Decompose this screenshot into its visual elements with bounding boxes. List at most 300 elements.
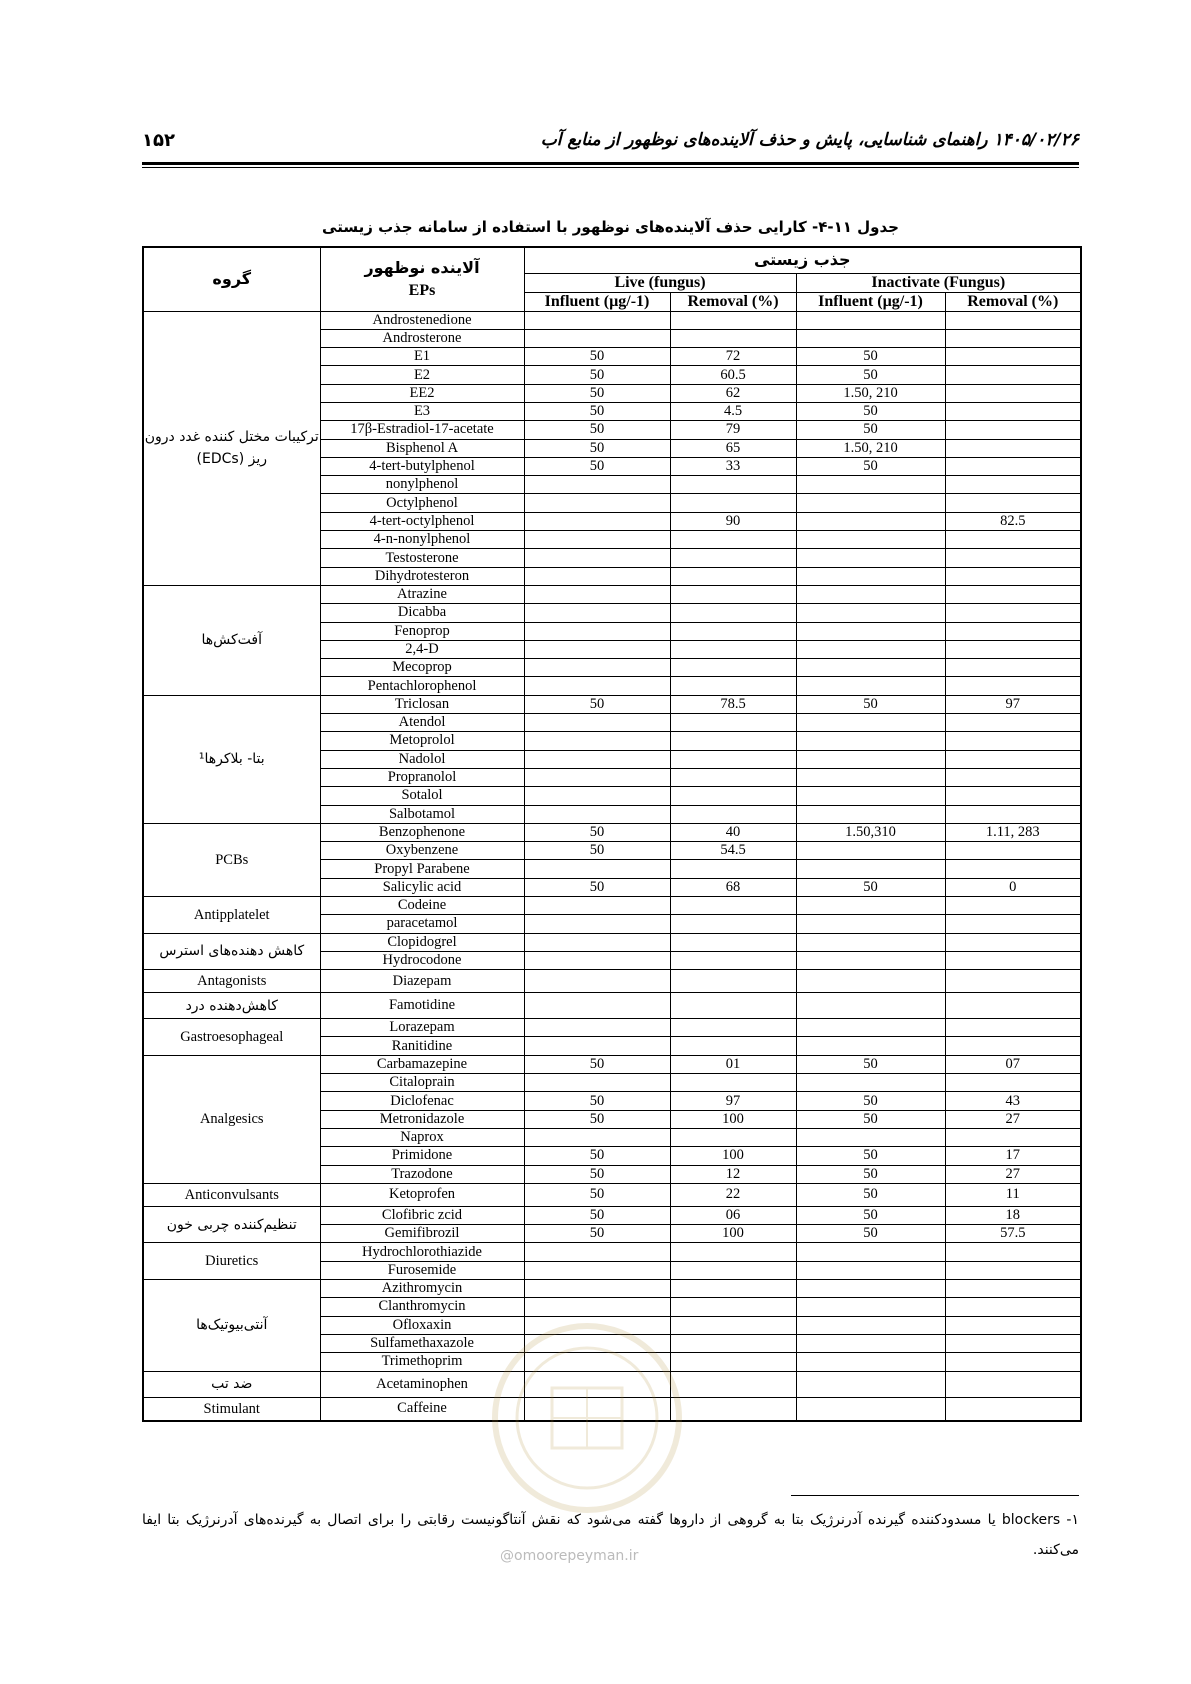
influent-inactive-cell bbox=[796, 512, 945, 530]
influent-inactive-cell bbox=[796, 329, 945, 347]
removal-inactive-cell: 27 bbox=[945, 1165, 1081, 1183]
influent-inactive-cell bbox=[796, 1371, 945, 1397]
group-cell: ضد تب bbox=[143, 1371, 320, 1397]
influent-live-cell: 50 bbox=[524, 878, 670, 896]
influent-inactive-cell bbox=[796, 1128, 945, 1146]
ep-name-cell: Fenoprop bbox=[320, 622, 524, 640]
influent-live-cell bbox=[524, 677, 670, 695]
removal-live-cell: 100 bbox=[670, 1225, 796, 1243]
removal-live-cell bbox=[670, 714, 796, 732]
influent-live-cell: 50 bbox=[524, 348, 670, 366]
ep-name-cell: Clofibric zcid bbox=[320, 1206, 524, 1224]
removal-inactive-cell bbox=[945, 1298, 1081, 1316]
removal-inactive-cell bbox=[945, 1128, 1081, 1146]
removal-live-cell: 60.5 bbox=[670, 366, 796, 384]
removal-inactive-cell bbox=[945, 402, 1081, 420]
influent-inactive-cell: 50 bbox=[796, 695, 945, 713]
influent-inactive-cell: 50 bbox=[796, 1183, 945, 1206]
removal-inactive-cell bbox=[945, 1280, 1081, 1298]
influent-inactive-cell bbox=[796, 311, 945, 329]
ep-name-cell: Sulfamethaxazole bbox=[320, 1334, 524, 1352]
table-row bbox=[143, 1055, 1081, 1073]
header-ep: آلاینده نوظهور EPs bbox=[320, 247, 524, 311]
influent-live-cell: 50 bbox=[524, 1183, 670, 1206]
removal-live-cell: 4.5 bbox=[670, 402, 796, 420]
ep-name-cell: Naprox bbox=[320, 1128, 524, 1146]
removal-live-cell bbox=[670, 604, 796, 622]
influent-inactive-cell: 1.50,310 bbox=[796, 823, 945, 841]
removal-inactive-cell bbox=[945, 677, 1081, 695]
removal-inactive-cell bbox=[945, 933, 1081, 951]
influent-inactive-cell bbox=[796, 951, 945, 969]
removal-inactive-cell bbox=[945, 1316, 1081, 1334]
removal-inactive-cell bbox=[945, 457, 1081, 475]
influent-inactive-cell: 50 bbox=[796, 1092, 945, 1110]
removal-live-cell bbox=[670, 1019, 796, 1037]
ep-name-cell: Famotidine bbox=[320, 993, 524, 1019]
influent-inactive-cell: 50 bbox=[796, 421, 945, 439]
removal-live-cell bbox=[670, 768, 796, 786]
influent-inactive-cell bbox=[796, 787, 945, 805]
group-cell: Gastroesophageal bbox=[143, 1019, 320, 1056]
removal-inactive-cell: 82.5 bbox=[945, 512, 1081, 530]
removal-live-cell: 90 bbox=[670, 512, 796, 530]
removal-inactive-cell: 97 bbox=[945, 695, 1081, 713]
group-cell: آفت‌کش‌ها bbox=[143, 585, 320, 695]
ep-name-cell: Diazepam bbox=[320, 970, 524, 993]
removal-live-cell: 33 bbox=[670, 457, 796, 475]
influent-live-cell bbox=[524, 732, 670, 750]
influent-live-cell: 50 bbox=[524, 439, 670, 457]
ep-name-cell: Clanthromycin bbox=[320, 1298, 524, 1316]
group-cell: Analgesics bbox=[143, 1055, 320, 1183]
removal-live-cell bbox=[670, 750, 796, 768]
removal-inactive-cell bbox=[945, 915, 1081, 933]
removal-live-cell: 54.5 bbox=[670, 842, 796, 860]
table-row bbox=[143, 695, 1081, 713]
influent-live-cell bbox=[524, 1037, 670, 1055]
removal-live-cell bbox=[670, 805, 796, 823]
ep-name-cell: Primidone bbox=[320, 1147, 524, 1165]
group-cell: ترکیبات مختل کننده غدد درون ریز (EDCs) bbox=[143, 311, 320, 585]
removal-live-cell: 22 bbox=[670, 1183, 796, 1206]
removal-inactive-cell bbox=[945, 585, 1081, 603]
removal-live-cell bbox=[670, 787, 796, 805]
influent-inactive-cell bbox=[796, 970, 945, 993]
table-row bbox=[143, 993, 1081, 1019]
influent-live-cell bbox=[524, 494, 670, 512]
influent-inactive-cell bbox=[796, 842, 945, 860]
influent-live-cell bbox=[524, 897, 670, 915]
removal-inactive-cell bbox=[945, 993, 1081, 1019]
removal-live-cell bbox=[670, 677, 796, 695]
influent-inactive-cell bbox=[796, 915, 945, 933]
ep-name-cell: Lorazepam bbox=[320, 1019, 524, 1037]
ep-name-cell: Carbamazepine bbox=[320, 1055, 524, 1073]
influent-live-cell bbox=[524, 1298, 670, 1316]
influent-live-cell: 50 bbox=[524, 384, 670, 402]
influent-live-cell: 50 bbox=[524, 421, 670, 439]
influent-inactive-cell: 50 bbox=[796, 402, 945, 420]
ep-name-cell: Salicylic acid bbox=[320, 878, 524, 896]
ep-name-cell: Dicabba bbox=[320, 604, 524, 622]
watermark-seal-logo bbox=[482, 1318, 692, 1518]
table-row bbox=[143, 1243, 1081, 1261]
removal-inactive-cell bbox=[945, 897, 1081, 915]
influent-inactive-cell bbox=[796, 1019, 945, 1037]
influent-inactive-cell bbox=[796, 1261, 945, 1279]
removal-inactive-cell bbox=[945, 768, 1081, 786]
influent-live-cell: 50 bbox=[524, 823, 670, 841]
removal-inactive-cell bbox=[945, 567, 1081, 585]
influent-live-cell: 50 bbox=[524, 1147, 670, 1165]
group-cell: کاهش دهنده‌های استرس bbox=[143, 933, 320, 970]
removal-live-cell bbox=[670, 915, 796, 933]
influent-live-cell bbox=[524, 768, 670, 786]
influent-inactive-cell bbox=[796, 933, 945, 951]
ep-name-cell: EE2 bbox=[320, 384, 524, 402]
removal-inactive-cell bbox=[945, 1019, 1081, 1037]
removal-inactive-cell bbox=[945, 1334, 1081, 1352]
influent-live-cell bbox=[524, 970, 670, 993]
removal-live-cell bbox=[670, 1298, 796, 1316]
table-caption: جدول ۱۱-۴- کارایی حذف آلاینده‌های نوظهور با استفاده از سامانه جذب زیستی bbox=[322, 218, 899, 236]
ep-name-cell: Pentachlorophenol bbox=[320, 677, 524, 695]
removal-live-cell: 01 bbox=[670, 1055, 796, 1073]
table-row bbox=[143, 1019, 1081, 1037]
removal-inactive-cell bbox=[945, 1353, 1081, 1371]
influent-inactive-cell bbox=[796, 860, 945, 878]
influent-live-cell bbox=[524, 512, 670, 530]
removal-inactive-cell bbox=[945, 366, 1081, 384]
influent-inactive-cell bbox=[796, 1316, 945, 1334]
header-removal-inactive: Removal (%) bbox=[945, 292, 1081, 311]
ep-name-cell: E3 bbox=[320, 402, 524, 420]
group-cell: بتا- بلاکرها¹ bbox=[143, 695, 320, 823]
removal-inactive-cell bbox=[945, 604, 1081, 622]
influent-inactive-cell bbox=[796, 1280, 945, 1298]
removal-inactive-cell bbox=[945, 1243, 1081, 1261]
removal-live-cell bbox=[670, 1261, 796, 1279]
table-row bbox=[143, 1183, 1081, 1206]
removal-live-cell bbox=[670, 951, 796, 969]
influent-inactive-cell bbox=[796, 1353, 945, 1371]
removal-live-cell bbox=[670, 329, 796, 347]
removal-inactive-cell bbox=[945, 842, 1081, 860]
removal-inactive-cell bbox=[945, 1074, 1081, 1092]
removal-live-cell bbox=[670, 567, 796, 585]
removal-live-cell bbox=[670, 1128, 796, 1146]
influent-inactive-cell bbox=[796, 604, 945, 622]
influent-inactive-cell bbox=[796, 768, 945, 786]
influent-live-cell bbox=[524, 549, 670, 567]
removal-inactive-cell bbox=[945, 622, 1081, 640]
influent-inactive-cell bbox=[796, 585, 945, 603]
group-cell: Stimulant bbox=[143, 1397, 320, 1421]
influent-live-cell bbox=[524, 585, 670, 603]
influent-live-cell bbox=[524, 714, 670, 732]
removal-live-cell bbox=[670, 860, 796, 878]
removal-inactive-cell bbox=[945, 476, 1081, 494]
removal-inactive-cell: 43 bbox=[945, 1092, 1081, 1110]
influent-inactive-cell bbox=[796, 732, 945, 750]
removal-inactive-cell bbox=[945, 1397, 1081, 1421]
group-cell: Diuretics bbox=[143, 1243, 320, 1280]
influent-inactive-cell: 50 bbox=[796, 1055, 945, 1073]
removal-live-cell bbox=[670, 1037, 796, 1055]
table-row bbox=[143, 823, 1081, 841]
running-title: ۱۴۰۵/۰۲/۲۶ راهنمای شناسایی، پایش و حذف آلاینده‌های نوظهور از منابع آب bbox=[540, 130, 1079, 150]
influent-inactive-cell bbox=[796, 805, 945, 823]
influent-live-cell bbox=[524, 750, 670, 768]
influent-live-cell bbox=[524, 640, 670, 658]
ep-name-cell: Codeine bbox=[320, 897, 524, 915]
removal-live-cell bbox=[670, 494, 796, 512]
ep-name-cell: Testosterone bbox=[320, 549, 524, 567]
influent-live-cell bbox=[524, 567, 670, 585]
header-live: Live (fungus) bbox=[524, 273, 796, 292]
removal-live-cell bbox=[670, 970, 796, 993]
influent-inactive-cell bbox=[796, 531, 945, 549]
table-row bbox=[143, 585, 1081, 603]
header-removal-live: Removal (%) bbox=[670, 292, 796, 311]
influent-inactive-cell bbox=[796, 549, 945, 567]
ep-name-cell: Trimethoprim bbox=[320, 1353, 524, 1371]
header-inactive: Inactivate (Fungus) bbox=[796, 273, 1081, 292]
group-cell: تنظیم‌کننده چربی خون bbox=[143, 1206, 320, 1243]
ep-name-cell: 4-tert-butylphenol bbox=[320, 457, 524, 475]
removal-inactive-cell bbox=[945, 549, 1081, 567]
ep-name-cell: Salbotamol bbox=[320, 805, 524, 823]
ep-name-cell: Androstenedione bbox=[320, 311, 524, 329]
ep-name-cell: Metoprolol bbox=[320, 732, 524, 750]
influent-inactive-cell: 50 bbox=[796, 366, 945, 384]
removal-inactive-cell bbox=[945, 750, 1081, 768]
ep-name-cell: 17β-Estradiol-17-acetate bbox=[320, 421, 524, 439]
influent-live-cell: 50 bbox=[524, 457, 670, 475]
influent-inactive-cell: 50 bbox=[796, 1147, 945, 1165]
ep-name-cell: 4-n-nonylphenol bbox=[320, 531, 524, 549]
removal-inactive-cell bbox=[945, 494, 1081, 512]
ep-name-cell: Triclosan bbox=[320, 695, 524, 713]
removal-live-cell: 79 bbox=[670, 421, 796, 439]
influent-inactive-cell bbox=[796, 622, 945, 640]
ep-name-cell: Nadolol bbox=[320, 750, 524, 768]
table-row bbox=[143, 1280, 1081, 1298]
influent-live-cell bbox=[524, 805, 670, 823]
influent-inactive-cell: 50 bbox=[796, 1165, 945, 1183]
influent-live-cell bbox=[524, 1074, 670, 1092]
footnote-rule bbox=[791, 1495, 1079, 1496]
ep-name-cell: Atrazine bbox=[320, 585, 524, 603]
watermark-text: @omoorepeyman.ir bbox=[500, 1548, 639, 1564]
influent-live-cell bbox=[524, 1261, 670, 1279]
influent-live-cell bbox=[524, 622, 670, 640]
removal-inactive-cell: 57.5 bbox=[945, 1225, 1081, 1243]
removal-inactive-cell bbox=[945, 659, 1081, 677]
influent-inactive-cell: 1.50, 210 bbox=[796, 384, 945, 402]
influent-inactive-cell: 50 bbox=[796, 1206, 945, 1224]
removal-live-cell bbox=[670, 933, 796, 951]
footnote: ۱- blockers یا مسدودکننده گیرنده آدرنرژیک بتا به گروهی از داروها گفته می‌شود که نقش آنتاگونیست رقابتی را برای اتصال به گیرنده‌های آدرنرژیک بتا ایفا می‌کنند. bbox=[142, 1512, 1079, 1558]
ep-name-cell: Gemifibrozil bbox=[320, 1225, 524, 1243]
removal-inactive-cell: 18 bbox=[945, 1206, 1081, 1224]
header-influent-live: Influent (µg/-1) bbox=[524, 292, 670, 311]
removal-inactive-cell bbox=[945, 421, 1081, 439]
influent-inactive-cell bbox=[796, 494, 945, 512]
removal-live-cell bbox=[670, 659, 796, 677]
influent-inactive-cell: 50 bbox=[796, 1110, 945, 1128]
removal-inactive-cell bbox=[945, 384, 1081, 402]
influent-live-cell bbox=[524, 933, 670, 951]
ep-name-cell: Androsterone bbox=[320, 329, 524, 347]
removal-live-cell bbox=[670, 1074, 796, 1092]
influent-live-cell: 50 bbox=[524, 1225, 670, 1243]
header-influent-inactive: Influent (µg/-1) bbox=[796, 292, 945, 311]
ep-name-cell: Hydrochlorothiazide bbox=[320, 1243, 524, 1261]
influent-inactive-cell: 50 bbox=[796, 348, 945, 366]
ep-name-cell: Acetaminophen bbox=[320, 1371, 524, 1397]
influent-inactive-cell bbox=[796, 750, 945, 768]
removal-inactive-cell: 17 bbox=[945, 1147, 1081, 1165]
influent-live-cell bbox=[524, 476, 670, 494]
influent-live-cell bbox=[524, 860, 670, 878]
removal-live-cell bbox=[670, 640, 796, 658]
ep-name-cell: Trazodone bbox=[320, 1165, 524, 1183]
ep-name-cell: Azithromycin bbox=[320, 1280, 524, 1298]
table-row bbox=[143, 1206, 1081, 1224]
removal-live-cell: 100 bbox=[670, 1147, 796, 1165]
removal-live-cell bbox=[670, 1243, 796, 1261]
removal-efficiency-table bbox=[142, 246, 1082, 1422]
influent-inactive-cell bbox=[796, 1074, 945, 1092]
ep-name-cell: Atendol bbox=[320, 714, 524, 732]
influent-inactive-cell bbox=[796, 659, 945, 677]
group-cell: Antagonists bbox=[143, 970, 320, 993]
influent-live-cell: 50 bbox=[524, 1206, 670, 1224]
header-bio: جذب زیستی bbox=[524, 247, 1081, 273]
removal-inactive-cell bbox=[945, 714, 1081, 732]
removal-inactive-cell: 27 bbox=[945, 1110, 1081, 1128]
header-rule-thick bbox=[142, 162, 1079, 165]
table-row bbox=[143, 311, 1081, 329]
removal-inactive-cell: 0 bbox=[945, 878, 1081, 896]
removal-live-cell: 97 bbox=[670, 1092, 796, 1110]
ep-name-cell: Propyl Parabene bbox=[320, 860, 524, 878]
influent-live-cell: 50 bbox=[524, 1092, 670, 1110]
influent-live-cell bbox=[524, 659, 670, 677]
influent-live-cell: 50 bbox=[524, 1110, 670, 1128]
ep-name-cell: Metronidazole bbox=[320, 1110, 524, 1128]
ep-name-cell: Dihydrotesteron bbox=[320, 567, 524, 585]
influent-live-cell bbox=[524, 1128, 670, 1146]
ep-name-cell: Bisphenol A bbox=[320, 439, 524, 457]
influent-inactive-cell: 50 bbox=[796, 1225, 945, 1243]
ep-name-cell: Sotalol bbox=[320, 787, 524, 805]
removal-live-cell: 06 bbox=[670, 1206, 796, 1224]
removal-inactive-cell bbox=[945, 439, 1081, 457]
influent-inactive-cell bbox=[796, 1298, 945, 1316]
influent-inactive-cell bbox=[796, 677, 945, 695]
influent-live-cell: 50 bbox=[524, 366, 670, 384]
influent-inactive-cell bbox=[796, 897, 945, 915]
influent-inactive-cell: 50 bbox=[796, 457, 945, 475]
table-row bbox=[143, 970, 1081, 993]
removal-live-cell: 78.5 bbox=[670, 695, 796, 713]
removal-live-cell bbox=[670, 1280, 796, 1298]
influent-live-cell: 50 bbox=[524, 1165, 670, 1183]
influent-live-cell bbox=[524, 993, 670, 1019]
removal-live-cell bbox=[670, 622, 796, 640]
ep-name-cell: Ketoprofen bbox=[320, 1183, 524, 1206]
influent-live-cell: 50 bbox=[524, 842, 670, 860]
influent-inactive-cell bbox=[796, 993, 945, 1019]
influent-live-cell bbox=[524, 915, 670, 933]
removal-live-cell bbox=[670, 476, 796, 494]
ep-name-cell: paracetamol bbox=[320, 915, 524, 933]
ep-name-cell: Oxybenzene bbox=[320, 842, 524, 860]
influent-inactive-cell: 50 bbox=[796, 878, 945, 896]
page-number: ۱۵۲ bbox=[142, 130, 175, 151]
removal-inactive-cell: 1.11, 283 bbox=[945, 823, 1081, 841]
influent-inactive-cell bbox=[796, 1037, 945, 1055]
removal-inactive-cell bbox=[945, 860, 1081, 878]
ep-name-cell: Propranolol bbox=[320, 768, 524, 786]
ep-name-cell: Diclofenac bbox=[320, 1092, 524, 1110]
removal-inactive-cell bbox=[945, 1261, 1081, 1279]
group-cell: PCBs bbox=[143, 823, 320, 896]
removal-live-cell bbox=[670, 732, 796, 750]
ep-name-cell: Furosemide bbox=[320, 1261, 524, 1279]
header-group: گروه bbox=[143, 247, 320, 311]
removal-live-cell: 68 bbox=[670, 878, 796, 896]
influent-live-cell bbox=[524, 531, 670, 549]
removal-inactive-cell bbox=[945, 805, 1081, 823]
ep-name-cell: Citaloprain bbox=[320, 1074, 524, 1092]
page-header bbox=[142, 130, 1079, 160]
removal-inactive-cell: 11 bbox=[945, 1183, 1081, 1206]
influent-inactive-cell bbox=[796, 476, 945, 494]
removal-inactive-cell: 07 bbox=[945, 1055, 1081, 1073]
removal-live-cell: 72 bbox=[670, 348, 796, 366]
ep-name-cell: Clopidogrel bbox=[320, 933, 524, 951]
influent-inactive-cell bbox=[796, 714, 945, 732]
removal-inactive-cell bbox=[945, 970, 1081, 993]
removal-live-cell bbox=[670, 549, 796, 567]
influent-inactive-cell: 1.50, 210 bbox=[796, 439, 945, 457]
removal-live-cell: 100 bbox=[670, 1110, 796, 1128]
ep-name-cell: Octylphenol bbox=[320, 494, 524, 512]
ep-name-cell: Ofloxaxin bbox=[320, 1316, 524, 1334]
ep-name-cell: Mecoprop bbox=[320, 659, 524, 677]
removal-live-cell: 65 bbox=[670, 439, 796, 457]
removal-live-cell: 62 bbox=[670, 384, 796, 402]
ep-name-cell: 4-tert-octylphenol bbox=[320, 512, 524, 530]
removal-live-cell bbox=[670, 311, 796, 329]
ep-name-cell: 2,4-D bbox=[320, 640, 524, 658]
influent-live-cell bbox=[524, 311, 670, 329]
ep-name-cell: Hydrocodone bbox=[320, 951, 524, 969]
influent-live-cell: 50 bbox=[524, 695, 670, 713]
removal-live-cell bbox=[670, 531, 796, 549]
removal-inactive-cell bbox=[945, 1037, 1081, 1055]
group-cell: کاهش‌دهنده درد bbox=[143, 993, 320, 1019]
removal-live-cell bbox=[670, 993, 796, 1019]
ep-name-cell: Benzophenone bbox=[320, 823, 524, 841]
influent-live-cell bbox=[524, 1280, 670, 1298]
removal-inactive-cell bbox=[945, 329, 1081, 347]
influent-live-cell bbox=[524, 951, 670, 969]
